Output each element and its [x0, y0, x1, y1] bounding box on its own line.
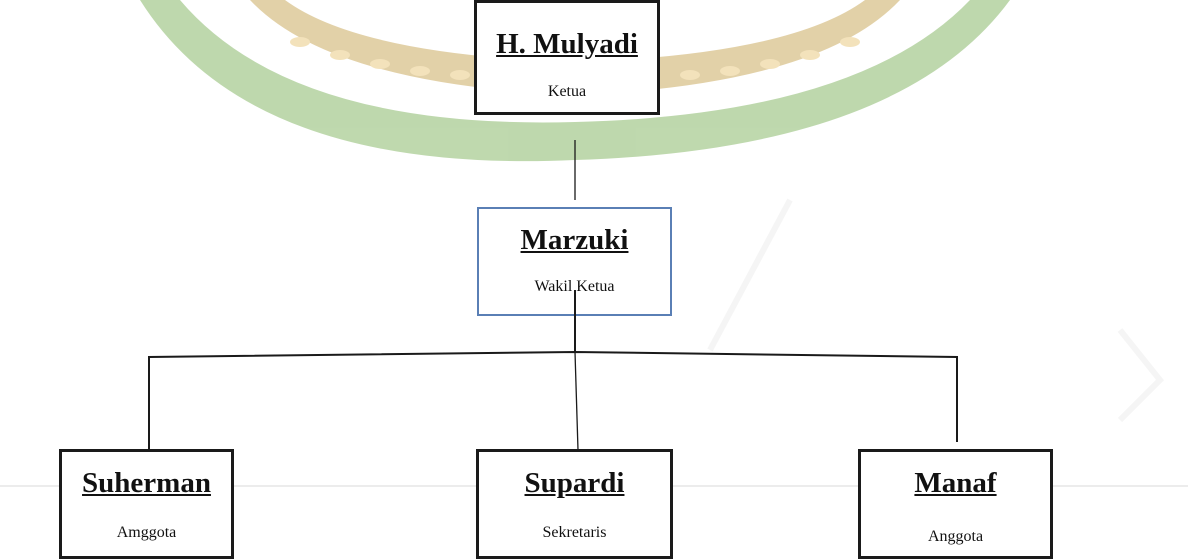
connector-bus — [149, 352, 957, 452]
wakil-ketua-name: Marzuki — [520, 224, 629, 256]
wakil-ketua-role: Wakil Ketua — [534, 278, 615, 295]
member-name: Supardi — [524, 467, 625, 499]
member-box-suherman — [59, 449, 234, 559]
wakil-ketua-box — [477, 207, 672, 316]
member-role: Anggota — [927, 528, 984, 545]
connector-supardi — [575, 352, 578, 450]
ketua-box — [474, 0, 660, 115]
member-role: Amggota — [116, 524, 177, 541]
member-role: Sekretaris — [542, 524, 607, 541]
member-box-supardi — [476, 449, 673, 559]
member-name: Suherman — [82, 467, 211, 499]
member-box-manaf — [858, 449, 1053, 559]
ketua-role: Ketua — [547, 83, 587, 100]
member-name: Manaf — [914, 467, 997, 499]
watermark-faint-strokes — [710, 200, 1160, 420]
ketua-name: H. Mulyadi — [496, 28, 638, 60]
